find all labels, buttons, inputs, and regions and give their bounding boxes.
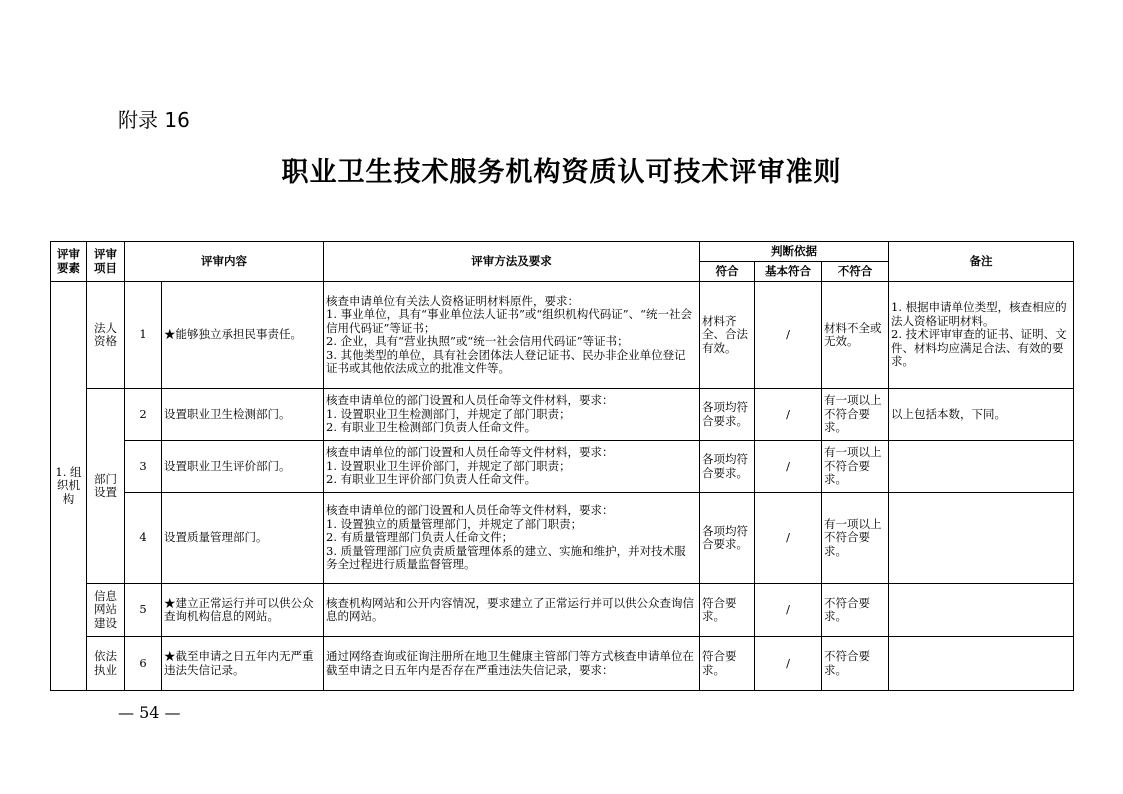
content-cell: ★能够独立承担民事责任。	[162, 282, 324, 389]
unfit-cell: 有一项以上不符合要求。	[822, 441, 889, 493]
basic-cell: /	[755, 584, 822, 637]
remark-cell: 1. 根据申请单位类型，核查相应的法人资格证明材料。 2. 技术评审审查的证书、证明、文件、材料均应满足合法、有效的要求。	[889, 282, 1074, 389]
unfit-cell: 有一项以上不符合要求。	[822, 389, 889, 441]
number-cell: 3	[125, 441, 162, 493]
remark-cell	[889, 637, 1074, 691]
header-method: 评审方法及要求	[324, 242, 700, 282]
basic-cell: /	[755, 282, 822, 389]
fit-cell: 各项均符合要求。	[700, 493, 755, 584]
header-content: 评审内容	[125, 242, 324, 282]
appendix-label: 附录 16	[118, 108, 190, 132]
fit-cell: 材料齐全、合法有效。	[700, 282, 755, 389]
method-cell: 核查机构网站和公开内容情况，要求建立了正常运行并可以供公众查询信息的网站。	[324, 584, 700, 637]
project-cell: 部门设置	[87, 389, 125, 584]
header-fit: 符合	[700, 262, 755, 282]
method-cell: 核查申请单位的部门设置和人员任命等文件材料，要求： 1. 设置职业卫生评价部门，并规定了部门职责； 2. 有职业卫生评价部门负责人任命文件。	[324, 441, 700, 493]
remark-cell	[889, 441, 1074, 493]
remark-cell	[889, 584, 1074, 637]
table-row	[51, 282, 1074, 389]
header-remark: 备注	[889, 242, 1074, 282]
unfit-cell: 材料不全或无效。	[822, 282, 889, 389]
remark-cell: 以上包括本数，下同。	[889, 389, 1074, 441]
number-cell: 4	[125, 493, 162, 584]
table-row	[51, 389, 1074, 441]
number-cell: 2	[125, 389, 162, 441]
basic-cell: /	[755, 441, 822, 493]
basic-cell: /	[755, 389, 822, 441]
table-row	[51, 637, 1074, 691]
number-cell: 5	[125, 584, 162, 637]
fit-cell: 符合要求。	[700, 637, 755, 691]
project-cell: 法人资格	[87, 282, 125, 389]
table-row	[51, 584, 1074, 637]
header-project: 评审项目	[87, 242, 125, 282]
header-judge: 判断依据	[700, 242, 889, 262]
document-title: 职业卫生技术服务机构资质认可技术评审准则	[281, 157, 842, 188]
unfit-cell: 有一项以上不符合要求。	[822, 493, 889, 584]
content-cell: 设置职业卫生检测部门。	[162, 389, 324, 441]
method-cell: 核查申请单位的部门设置和人员任命等文件材料，要求： 1. 设置独立的质量管理部门，并规定了部门职责； 2. 有质量管理部门负责人任命文件； 3. 质量管理部门应负责质量管理体系的建立、实施和维护，并对技术服务全过程进行质量监督管理。	[324, 493, 700, 584]
content-cell: 设置质量管理部门。	[162, 493, 324, 584]
content-cell: ★截至申请之日五年内无严重违法失信记录。	[162, 637, 324, 691]
basic-cell: /	[755, 637, 822, 691]
number-cell: 6	[125, 637, 162, 691]
unfit-cell: 不符合要求。	[822, 637, 889, 691]
content-cell: 设置职业卫生评价部门。	[162, 441, 324, 493]
fit-cell: 符合要求。	[700, 584, 755, 637]
project-cell: 信息网站建设	[87, 584, 125, 637]
table-row	[51, 441, 1074, 493]
header-basic: 基本符合	[755, 262, 822, 282]
fit-cell: 各项均符合要求。	[700, 389, 755, 441]
content-cell: ★建立正常运行并可以供公众查询机构信息的网站。	[162, 584, 324, 637]
page-number: — 54 —	[118, 703, 181, 722]
remark-cell	[889, 493, 1074, 584]
review-criteria-table	[50, 241, 1074, 691]
fit-cell: 各项均符合要求。	[700, 441, 755, 493]
element-cell: 1. 组织机构	[51, 282, 87, 691]
method-cell: 核查申请单位的部门设置和人员任命等文件材料，要求： 1. 设置职业卫生检测部门，并规定了部门职责； 2. 有职业卫生检测部门负责人任命文件。	[324, 389, 700, 441]
unfit-cell: 不符合要求。	[822, 584, 889, 637]
header-element: 评审要素	[51, 242, 87, 282]
header-unfit: 不符合	[822, 262, 889, 282]
method-cell: 通过网络查询或征询注册所在地卫生健康主管部门等方式核查申请单位在截至申请之日五年内是否存在严重违法失信记录，要求：	[324, 637, 700, 691]
number-cell: 1	[125, 282, 162, 389]
table-row	[51, 493, 1074, 584]
project-cell: 依法执业	[87, 637, 125, 691]
method-cell: 核查申请单位有关法人资格证明材料原件，要求： 1. 事业单位，具有“事业单位法人证书”或“组织机构代码证”、“统一社会信用代码证”等证书； 2. 企业，具有“营业执照”或“统一社会信用代码证”等证书； 3. 其他类型的单位，具有社会团体法人登记证书、民办非企业单位登记证书或其他依法成立的批准文件等。	[324, 282, 700, 389]
basic-cell: /	[755, 493, 822, 584]
